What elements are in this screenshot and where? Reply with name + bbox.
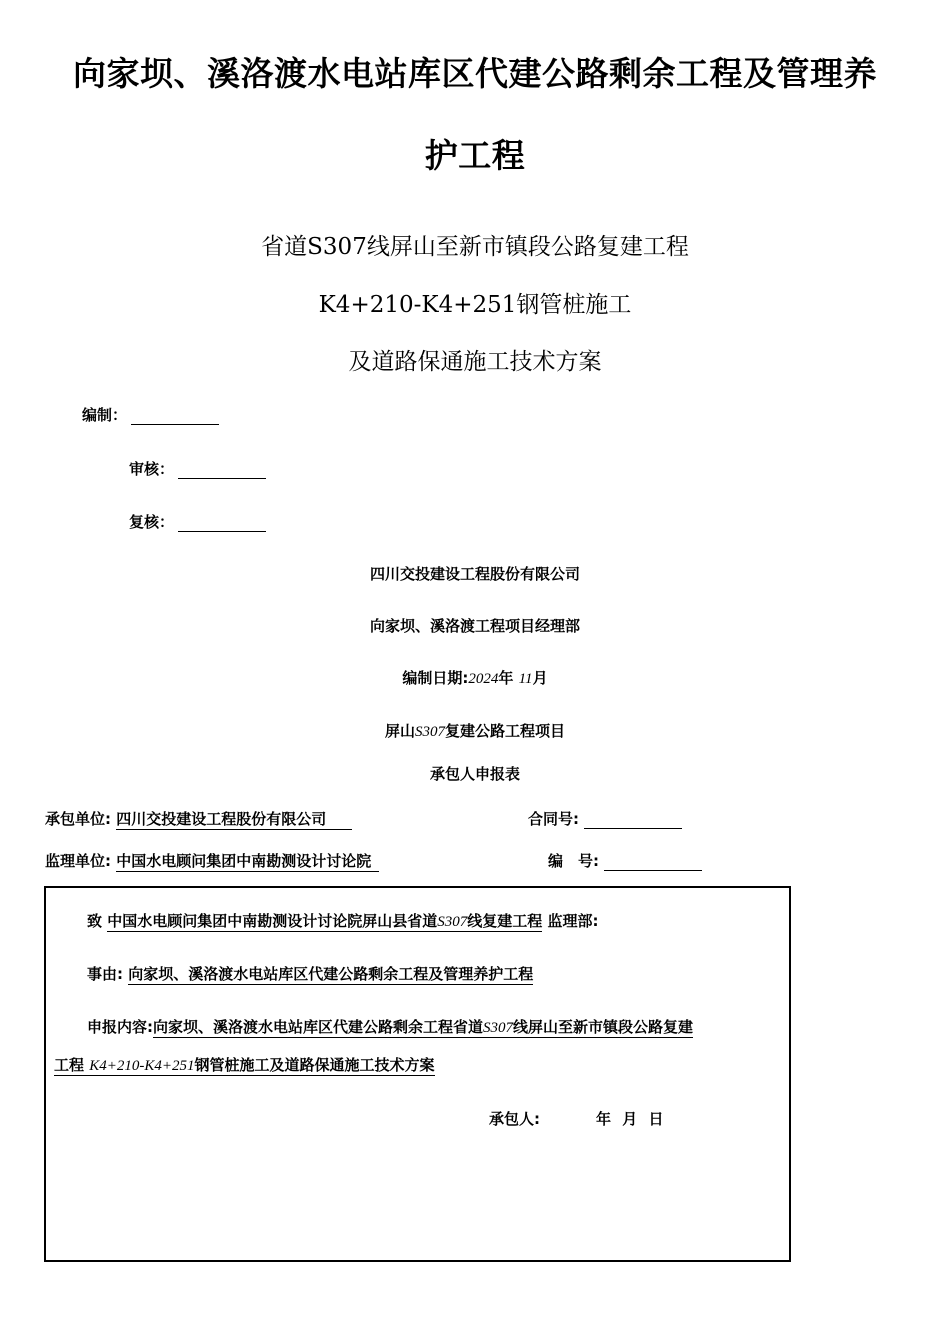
project-prefix: 屏山: [384, 722, 415, 740]
content-station: K4+210-K4+251: [89, 1058, 195, 1074]
addressee-suffix: 线复建工程: [467, 912, 543, 930]
recheck-signature: [129, 511, 266, 532]
review-label: 审核：: [129, 460, 175, 478]
reason-value: 向家坝、溪洛渡水电站库区代建公路剩余工程及管理养护工程: [128, 965, 534, 983]
compile-signature-line: [131, 408, 219, 425]
serial-number-row: [548, 850, 702, 871]
content-value-part1: [153, 1018, 693, 1038]
signer-label: 承包人:: [489, 1110, 540, 1128]
document-title-line2: 护工程: [424, 136, 526, 175]
content-line2: [54, 1054, 435, 1075]
recheck-signature-line: [178, 515, 266, 532]
department-name: 向家坝、溪洛渡工程项目经理部: [369, 617, 580, 635]
reason-line: [87, 963, 533, 984]
content-code: S307: [483, 1020, 514, 1036]
content-value-part2: [54, 1056, 435, 1076]
compile-signature: [82, 404, 219, 425]
contract-number-label: 合同号:: [528, 810, 579, 828]
content-line1: [87, 1016, 693, 1037]
review-signature: [129, 458, 266, 479]
project-suffix: 复建公路工程项目: [445, 722, 566, 740]
review-signature-line: [178, 462, 266, 479]
subtitle-line1: 省道S307线屏山至新市镇段公路复建工程: [261, 234, 689, 260]
company-name: 四川交投建设工程股份有限公司: [369, 565, 580, 583]
date-label: 编制日期:: [402, 669, 469, 687]
compile-date: [0, 667, 950, 688]
project-code: S307: [415, 724, 445, 740]
date-month-unit: 月: [532, 669, 548, 687]
supervisor-row: [45, 850, 379, 871]
subtitle-line2: K4+210-K4+251钢管桩施工: [318, 292, 632, 318]
content-part3: 工程: [54, 1056, 85, 1074]
date-year-unit: 年: [498, 669, 514, 687]
addressee-line: [87, 910, 599, 931]
content-part2: 线屏山至新市镇段公路复建: [513, 1018, 694, 1036]
date-placeholder: 年 月 日: [596, 1110, 664, 1128]
content-part4: 钢管桩施工及道路保通施工技术方案: [194, 1056, 435, 1074]
subtitle-line3: 及道路保通施工技术方案: [348, 349, 602, 375]
recheck-label: 复核：: [129, 513, 175, 531]
date-month: 11: [518, 671, 533, 687]
contractor-row: [45, 808, 352, 829]
supervisor-value: 中国水电顾问集团中南勘测设计讨论院: [116, 852, 379, 872]
compile-label: 编制：: [82, 406, 128, 424]
contractor-value: 四川交投建设工程股份有限公司: [116, 810, 352, 830]
content-part1: 向家坝、溪洛渡水电站库区代建公路剩余工程省道: [153, 1018, 484, 1036]
contract-number-row: [528, 808, 682, 829]
document-title-line1: 向家坝、溪洛渡水电站库区代建公路剩余工程及管理养: [73, 54, 877, 93]
addressee-prefix: 中国水电顾问集团中南勘测设计讨论院屏山县省道: [107, 912, 438, 930]
date-year: 2024: [468, 671, 499, 687]
addressee-label: 致: [87, 912, 103, 930]
reason-label: 事由:: [87, 965, 123, 983]
addressee-value: [107, 912, 542, 932]
contractor-label: 承包单位:: [45, 810, 111, 828]
serial-number-label: 编 号:: [548, 852, 599, 870]
serial-number-blank: [604, 854, 702, 871]
addressee-suffix-label: 监理部:: [547, 912, 599, 930]
content-label: 申报内容:: [87, 1018, 153, 1036]
form-title: 承包人申报表: [429, 765, 520, 783]
supervisor-label: 监理单位:: [45, 852, 111, 870]
contract-number-blank: [584, 812, 682, 829]
addressee-code: S307: [437, 914, 468, 930]
project-name: [0, 720, 950, 741]
